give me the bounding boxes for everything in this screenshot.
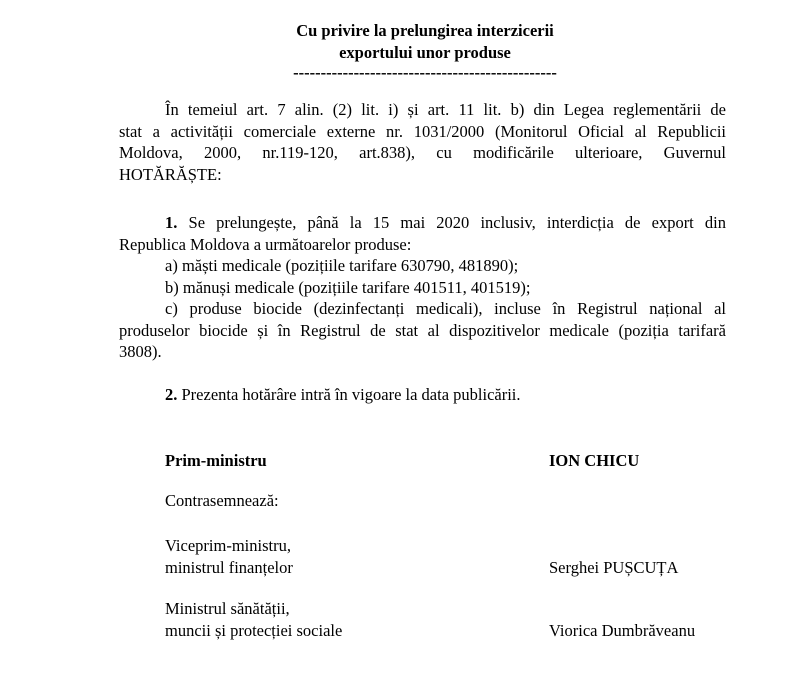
point-2-number: 2. [165,385,178,404]
point-2-paragraph [119,384,726,406]
point-1-item-c-line-3: 3808). [119,342,162,361]
preamble-line-1: În temeiul art. 7 alin. (2) lit. i) și art. 11 lit. b) din Legea reglementării de [165,100,726,119]
preamble-line-2: stat a activității comerciale externe nr. 1031/2000 (Monitorul Oficial al Republicii [119,121,726,141]
health-minister-label-line-1: Ministrul sănătății, [165,599,290,618]
title-rule: ------------------------------------------------ [293,63,557,82]
deputy-pm-label-line-1: Viceprim-ministru, [165,536,291,555]
title-line-2: exportului unor produse [339,43,511,62]
preamble-line-4: HOTĂRĂȘTE: [119,164,222,184]
point-1-item-b: b) mănuși medicale (pozițiile tarifare 401511, 401519); [165,277,531,297]
point-2-line [119,384,726,406]
prime-minister-name: ION CHICU [549,451,640,470]
preamble-line-3: Moldova, 2000, nr.119-120, art.838), cu modificările ulterioare, Guvernul [119,143,726,162]
point-1-item-a: a) măști medicale (pozițiile tarifare 630790, 481890); [165,256,519,275]
point-1-line-2: Republica Moldova a următoarelor produse: [119,234,412,254]
deputy-pm-name: Serghei PUȘCUȚA [549,558,679,577]
title-line-1: Cu privire la prelungirea interzicerii [296,21,554,40]
point-1-item-c-line-2: produselor biocide și în Registrul de stat al dispozitivelor medicale (poziția tarifară [119,320,726,340]
health-minister-name: Viorica Dumbrăveanu [549,621,696,640]
point-1-line-1 [119,212,726,234]
countersign-label: Contrasemnează: [165,491,279,510]
point-1-paragraph [119,212,726,363]
point-1-item-c-line-1: c) produse biocide (dezinfectanți medicali), incluse în Registrul național al [165,299,726,318]
point-1-number: 1. [165,213,178,232]
prime-minister-label: Prim-ministru [165,451,267,470]
preamble-paragraph [119,99,726,185]
health-minister-label-line-2: muncii și protecției sociale [165,621,343,640]
deputy-pm-label-line-2: ministrul finanțelor [165,558,293,577]
point-2-text: Prezenta hotărâre intră în vigoare la data publicării. [177,385,521,404]
point-1-text: Se prelungește, până la 15 mai 2020 inclusiv, interdicția de export din [177,213,726,232]
document-title [220,20,630,82]
